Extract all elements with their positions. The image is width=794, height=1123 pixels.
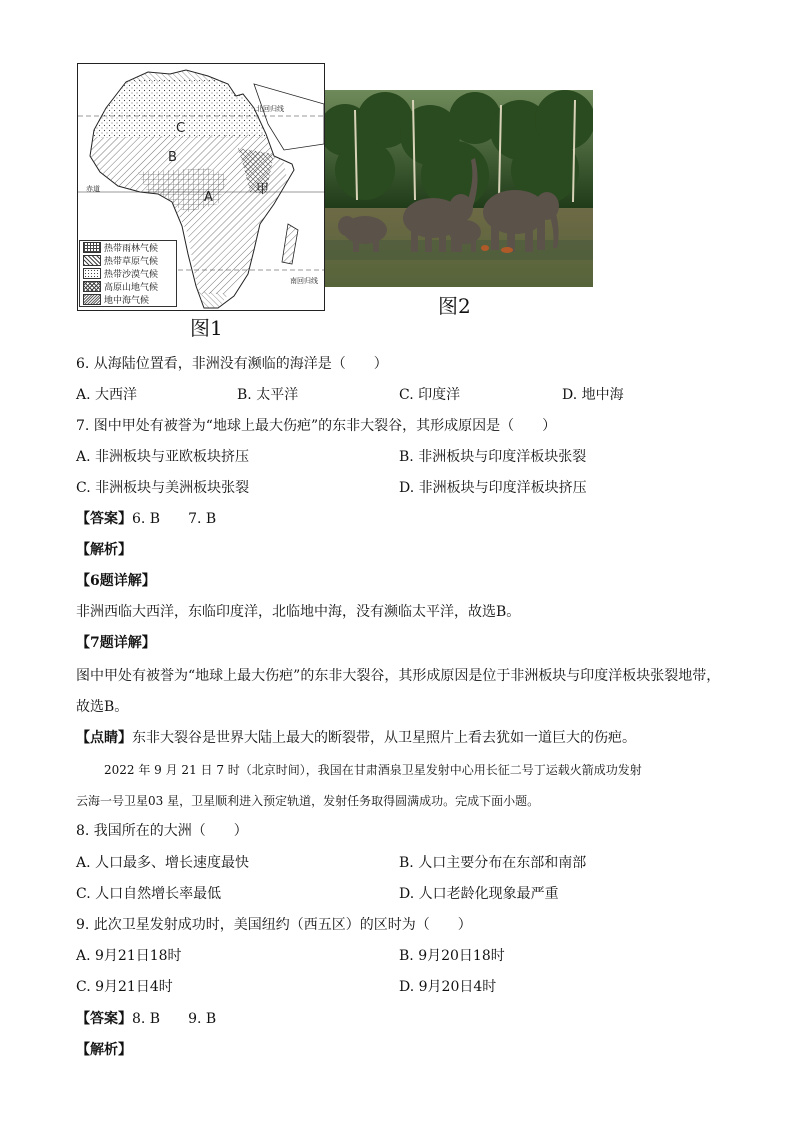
elephant-photo [325, 90, 593, 287]
q8-option-a: A. 人口最多、增长速度最快 [76, 855, 250, 871]
map-label-c: C [176, 121, 186, 136]
passage-line-2: 云海一号卫星03 星，卫星顺利进入预定轨道，发射任务取得圆满成功。完成下面小题。 [76, 794, 540, 808]
figure1-caption: 图1 [190, 316, 223, 340]
figure2-caption: 图2 [438, 294, 471, 318]
q6-option-a: A. 大西洋 [76, 387, 138, 403]
q9-option-d: D. 9月20日4时 [399, 979, 497, 995]
highland-swatch-icon [83, 281, 101, 292]
detail7-body-1: 图中甲处有被誉为“地球上最大伤疤”的东非大裂谷，其形成原因是位于非洲板块与印度洋板块张裂地带， [76, 668, 721, 684]
q9-option-b: B. 9月20日18时 [399, 948, 505, 964]
rainforest-swatch-icon [83, 242, 101, 253]
analysis-tag-2: 【解析】 [76, 1042, 132, 1058]
answer-line-1 [76, 509, 216, 529]
q7-option-a: A. 非洲板块与亚欧板块挤压 [76, 449, 250, 465]
q9-stem: 9. 此次卫星发射成功时，美国纽约（西五区）的区时为（ ） [76, 917, 472, 933]
q7-option-c: C. 非洲板块与美洲板块张裂 [76, 480, 250, 496]
legend-item: 热带草原气候 [80, 254, 176, 267]
answer-line-2 [76, 1009, 216, 1029]
highlight-tag: 【点睛】 [76, 730, 132, 746]
q7-option-d: D. 非洲板块与印度洋板块挤压 [399, 480, 587, 496]
q6-stem: 6. 从海陆位置看，非洲没有濒临的海洋是（ ） [76, 356, 388, 372]
detail6-body: 非洲西临大西洋，东临印度洋，北临地中海，没有濒临太平洋，故选B。 [76, 604, 521, 620]
q6-option-b: B. 太平洋 [237, 387, 299, 403]
q7-stem: 7. 图中甲处有被誉为“地球上最大伤疤”的东非大裂谷，其形成原因是（ ） [76, 418, 557, 434]
answer-text: 8. B 9. B [132, 1011, 217, 1027]
map-label-b: B [168, 150, 177, 165]
legend-item: 热带雨林气候 [80, 241, 176, 254]
legend-item: 高原山地气候 [80, 280, 176, 293]
savanna-swatch-icon [83, 255, 101, 266]
detail7-body-2: 故选B。 [76, 699, 129, 715]
q9-option-a: A. 9月21日18时 [76, 948, 182, 964]
legend-item: 地中海气候 [80, 293, 176, 306]
map-label-a: A [204, 190, 213, 205]
q8-option-b: B. 人口主要分布在东部和南部 [399, 855, 587, 871]
q6-option-c: C. 印度洋 [399, 387, 461, 403]
answer-text: 6. B 7. B [132, 511, 217, 527]
detail6-title: 【6题详解】 [76, 573, 156, 589]
passage-line-1: 2022 年 9 月 21 日 7 时（北京时间），我国在甘肃酒泉卫星发射中心用长征二号丁运载火箭成功发射 [104, 763, 642, 777]
detail7-title: 【7题详解】 [76, 635, 156, 651]
highlight-line [76, 728, 636, 748]
answer-tag: 【答案】 [76, 511, 132, 527]
q8-option-d: D. 人口老龄化现象最严重 [399, 886, 559, 902]
legend-item: 热带沙漠气候 [80, 267, 176, 280]
south-tropic-label: 南回归线 [290, 277, 318, 285]
map-legend [79, 240, 177, 307]
north-tropic-label: 北回归线 [256, 105, 284, 113]
mediterranean-swatch-icon [83, 294, 101, 305]
africa-climate-map [77, 63, 325, 311]
q8-stem: 8. 我国所在的大洲（ ） [76, 823, 248, 839]
q7-option-b: B. 非洲板块与印度洋板块张裂 [399, 449, 587, 465]
analysis-tag-1: 【解析】 [76, 542, 132, 558]
desert-swatch-icon [83, 268, 101, 279]
q6-option-d: D. 地中海 [562, 387, 624, 403]
equator-label: 赤道 [86, 185, 100, 193]
answer-tag: 【答案】 [76, 1011, 132, 1027]
q9-option-c: C. 9月21日4时 [76, 979, 173, 995]
map-label-jia: 甲 [256, 182, 270, 197]
elephant-photo-graphic [325, 90, 593, 287]
q8-option-c: C. 人口自然增长率最低 [76, 886, 222, 902]
highlight-text: 东非大裂谷是世界大陆上最大的断裂带，从卫星照片上看去犹如一道巨大的伤疤。 [132, 730, 636, 746]
